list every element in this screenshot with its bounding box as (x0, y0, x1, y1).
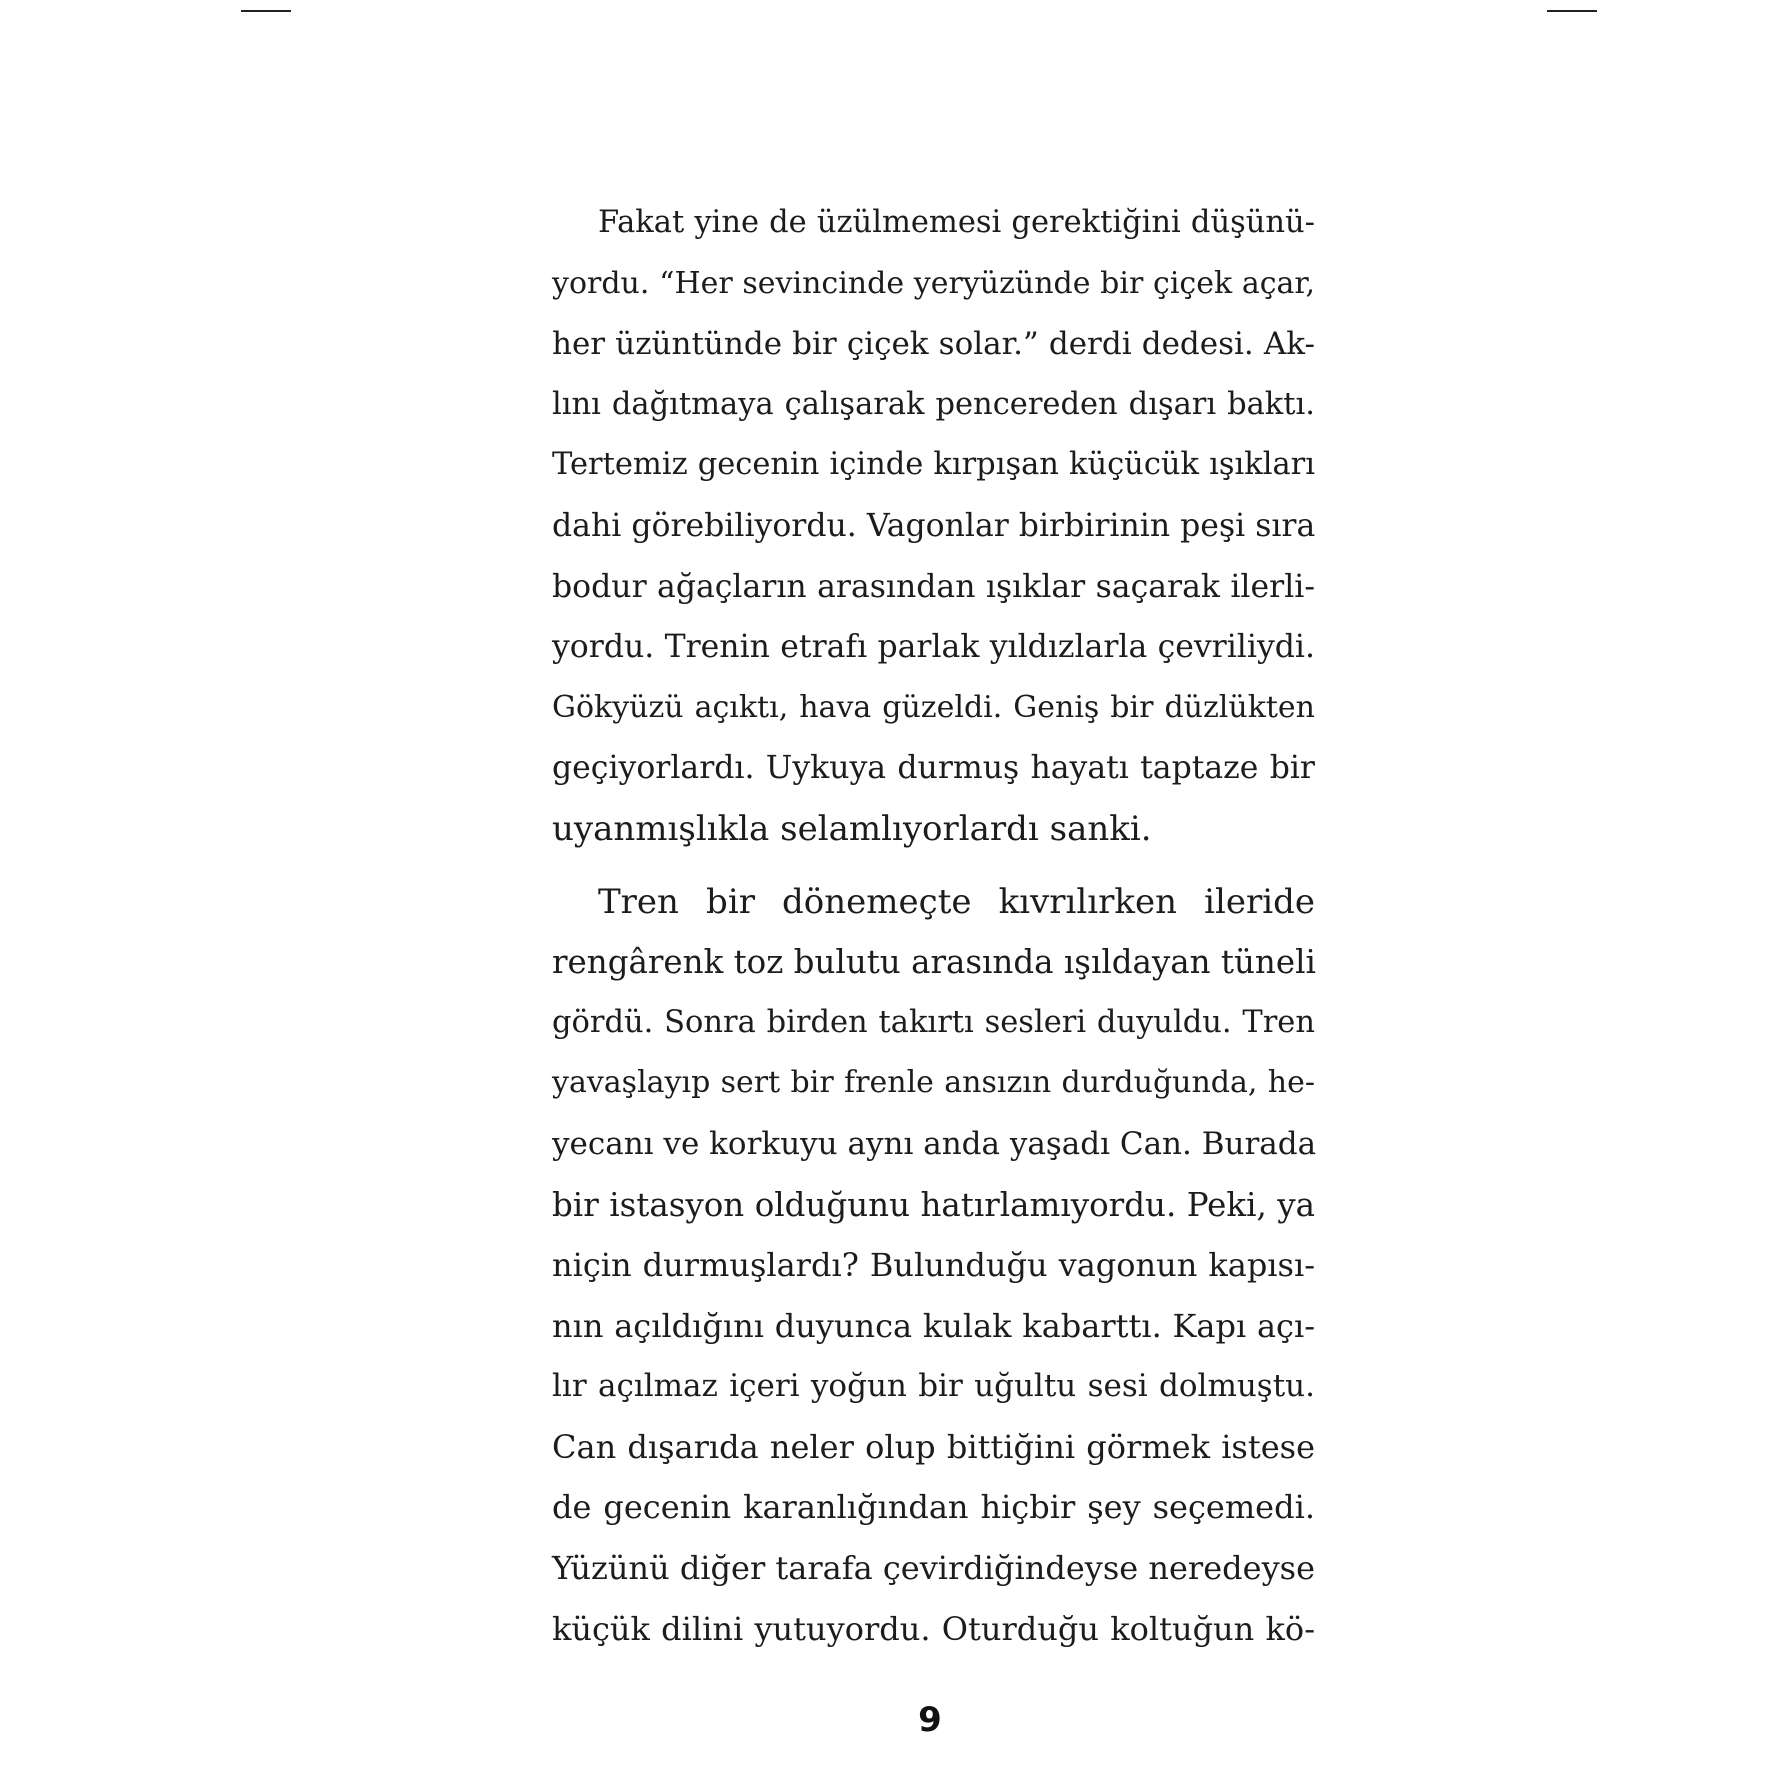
text-line: her üzüntünde bir çiçek solar.” derdi dedesi. Ak- (552, 326, 1315, 363)
body-text (552, 193, 1315, 1659)
paragraph-1 (552, 193, 1315, 860)
text-line: Yüzünü diğer tarafa çevirdiğindeyse neredeyse (552, 1549, 1316, 1588)
paragraph-2 (552, 872, 1315, 1660)
crop-mark-left (241, 10, 291, 12)
text-line: niçin durmuşlardı? Bulunduğu vagonun kapısı- (552, 1246, 1315, 1285)
text-line: uyanmışlıkla selamlıyorlardı sanki. (552, 808, 1152, 849)
text-line: nın açıldığını duyunca kulak kabarttı. Kapı açı- (552, 1306, 1315, 1345)
crop-mark-right (1547, 10, 1597, 12)
text-line: yecanı ve korkuyu aynı anda yaşadı Can. Burada (552, 1125, 1317, 1162)
text-line: küçük dilini yutuyordu. Oturduğu koltuğun kö- (552, 1609, 1315, 1648)
text-line: Can dışarıda neler olup bittiğini görmek istese (552, 1427, 1315, 1466)
text-line: gördü. Sonra birden takırtı sesleri duyuldu. Tren (552, 1004, 1315, 1040)
text-line: bir istasyon olduğunu hatırlamıyordu. Peki, ya (552, 1185, 1315, 1224)
text-line: Tertemiz gecenin içinde kırpışan küçücük ışıkları (552, 447, 1315, 483)
text-line: rengârenk toz bulutu arasında ışıldayan tüneli (552, 943, 1316, 982)
text-line: dahi görebiliyordu. Vagonlar birbirinin peşi sıra (552, 507, 1316, 544)
text-line: yordu. “Her sevincinde yeryüzünde bir çiçek açar, (552, 265, 1315, 301)
text-line: geçiyorlardı. Uykuya durmuş hayatı taptaze bir (552, 750, 1315, 787)
text-line: yavaşlayıp sert bir frenle ansızın durduğunda, he- (552, 1065, 1315, 1101)
text-line: Gökyüzü açıktı, hava güzeldi. Geniş bir düzlükten (552, 689, 1315, 725)
text-line: Fakat yine de üzülmemesi gerektiğini düşünü- (598, 205, 1315, 240)
text-line: lır açılmaz içeri yoğun bir uğultu sesi dolmuştu. (552, 1368, 1315, 1405)
text-line: lını dağıtmaya çalışarak pencereden dışarı baktı. (552, 386, 1315, 422)
text-line: Tren bir dönemeçte kıvrılırken ileride (598, 881, 1315, 922)
text-line: de gecenin karanlığından hiçbir şey seçemedi. (552, 1488, 1315, 1527)
page-number: 9 (918, 1700, 942, 1740)
text-line: yordu. Trenin etrafı parlak yıldızlarla çevriliydi. (552, 629, 1315, 666)
text-line: bodur ağaçların arasından ışıklar saçarak ilerli- (552, 568, 1315, 605)
